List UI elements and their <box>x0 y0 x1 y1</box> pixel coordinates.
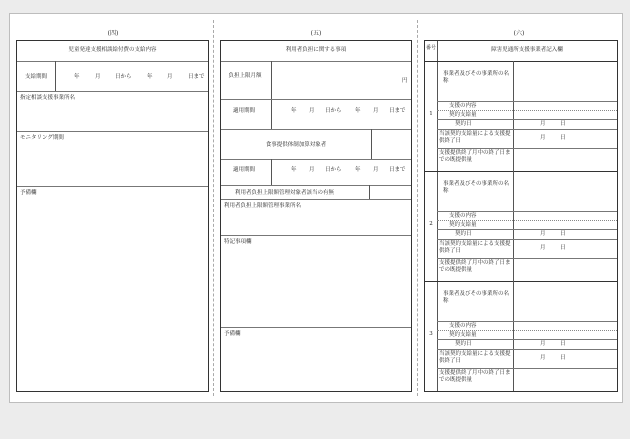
left-remarks-label: 予備欄 <box>20 190 37 196</box>
monitoring-label: モニタリング期間 <box>20 135 64 141</box>
mgmt-applicable-label: 利用者負担上限額管理対象者該当の有無 <box>235 190 335 196</box>
copayment-panel: 利用者負担に関する事項 負担上限月額 円 適用期間 年 月 日から 年 月 日まで 食事提供体制加算対象者 適用期間 年 月 日から 年 月 日まで 利用者負担上限額管理対象者該当の有無 利用者負担上限額管理事業所名 特記事項欄 予備欄 <box>220 40 412 392</box>
benefit-panel: 児童発達支援相談給付費の支給内容 支給期間 年 月 日から 年 月 日まで 指定相談支援事業所名 モニタリング期間 予備欄 <box>16 40 209 392</box>
copayment-title: 利用者負担に関する事項 <box>285 47 347 53</box>
apply-period-label-2: 適用期間 <box>233 167 256 173</box>
yen-unit: 円 <box>402 78 408 84</box>
monthly-cap-label: 負担上限月額 <box>228 73 262 79</box>
section-six-heading: (六) <box>513 30 525 37</box>
meal-addition-label: 食事提供体制加算対象者 <box>265 142 327 148</box>
benefit-title: 児童発達支援相談給付費の支給内容 <box>68 47 157 53</box>
provider-entry-1: 1 事業者及びその事業所の名称 支援の内容 契約支給量 契約日 月 日 当該契約支給量による支援提供終了日 月 日 支援提供終了月中の終了日までの既提供量 <box>425 61 617 171</box>
designated-office-label: 指定相談支援事業所名 <box>20 95 76 101</box>
section-five-heading: (五) <box>310 30 322 37</box>
number-header: 番号 <box>425 45 436 51</box>
apply-period-label: 適用期間 <box>233 108 256 114</box>
fold-line <box>213 20 214 396</box>
mgmt-office-label: 利用者負担上限額管理事業所名 <box>224 203 302 209</box>
fold-line <box>417 20 418 396</box>
provider-entry-3: 3 事業者及びその事業所の名称 支援の内容 契約支給量 契約日 月 日 当該契約支給量による支援提供終了日 月 日 支援提供終了月中の終了日までの既提供量 <box>425 281 617 391</box>
section-four-heading: (四) <box>107 30 119 37</box>
provider-title: 障害児通所支援事業者記入欄 <box>491 47 563 53</box>
special-notes-label: 特記事項欄 <box>224 239 252 245</box>
middle-remarks-label: 予備欄 <box>224 331 241 337</box>
period-label: 支給期間 <box>25 74 48 80</box>
form-sheet <box>9 13 623 403</box>
provider-panel <box>424 40 618 392</box>
provider-entry-2: 2 事業者及びその事業所の名称 支援の内容 契約支給量 契約日 月 日 当該契約支給量による支援提供終了日 月 日 支援提供終了月中の終了日までの既提供量 <box>425 171 617 281</box>
